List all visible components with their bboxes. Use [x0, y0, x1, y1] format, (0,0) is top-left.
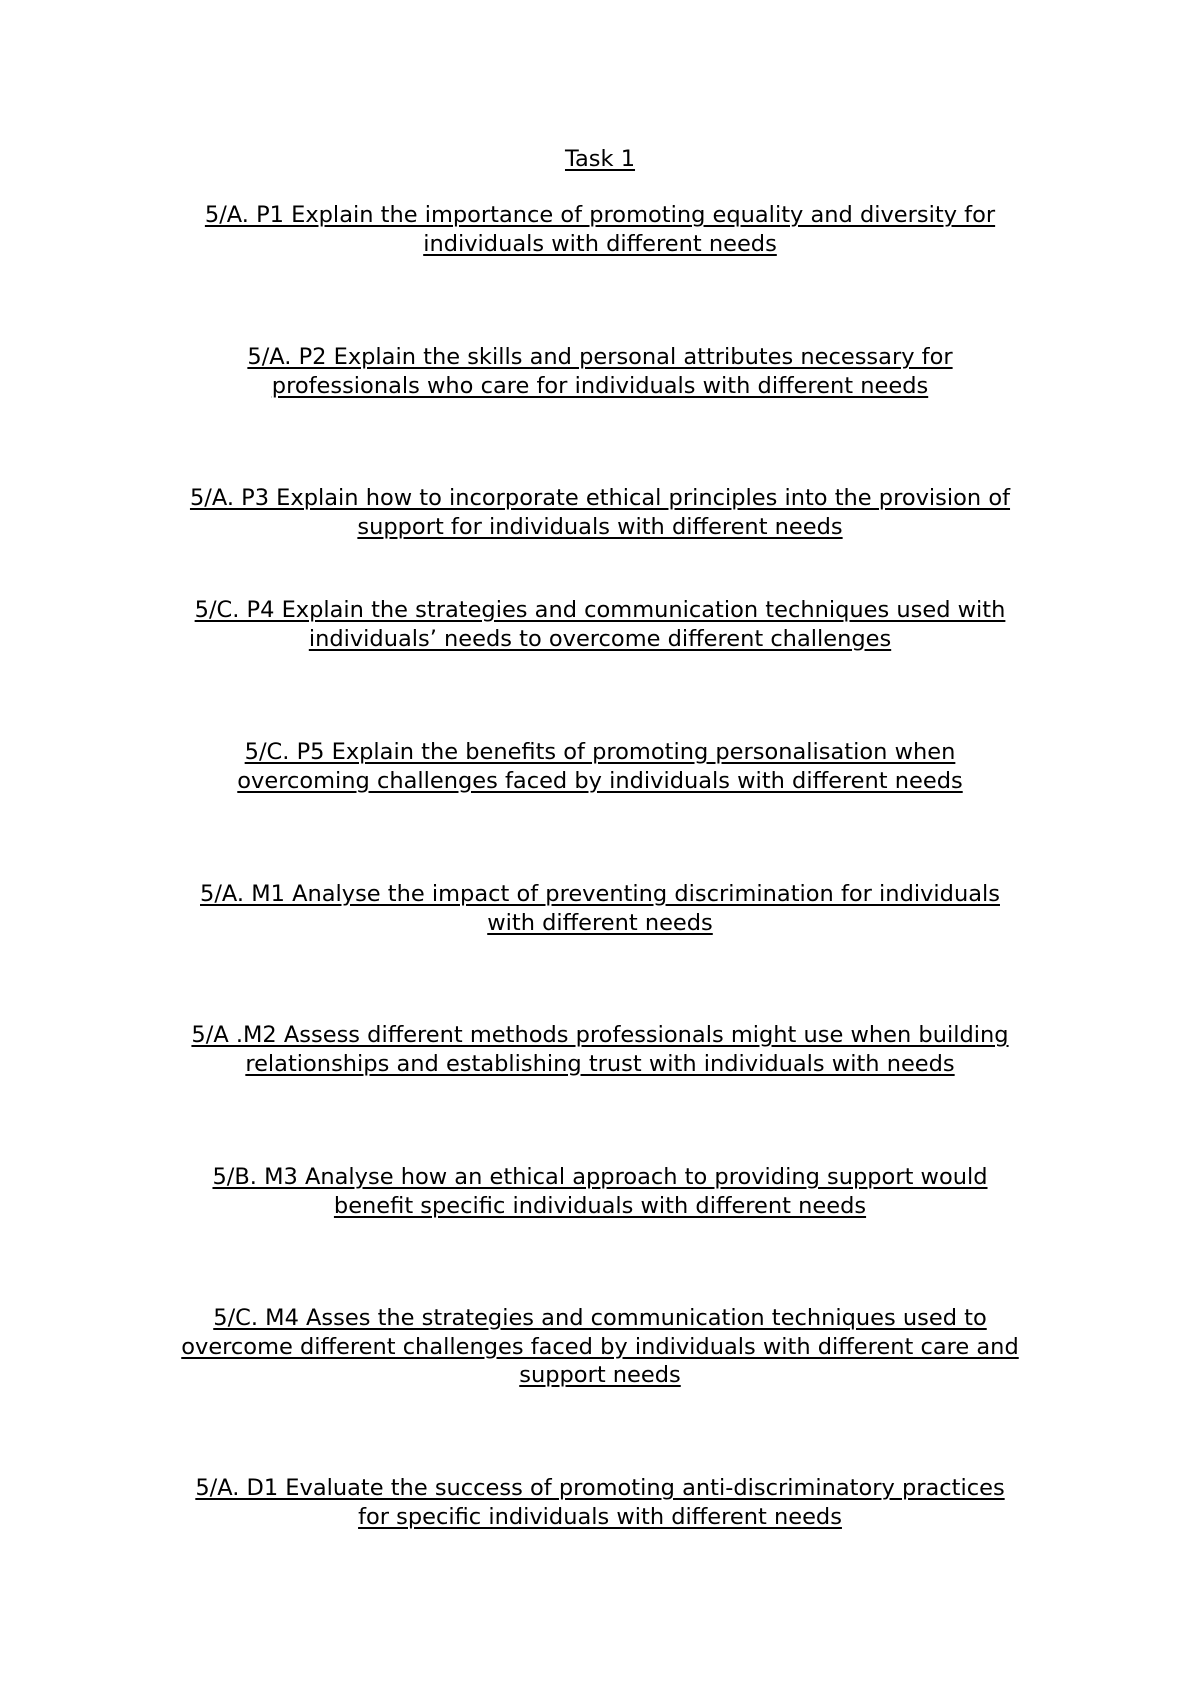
criterion-p3	[130, 484, 1070, 541]
criterion-line: 5/B. M3 Analyse how an ethical approach to providing support would	[212, 1164, 988, 1190]
criterion-p4	[130, 596, 1070, 653]
criterion-line: 5/A. P3 Explain how to incorporate ethical principles into the provision of	[189, 485, 1011, 511]
criterion-line: 5/A. D1 Evaluate the success of promoting anti-discriminatory practices	[195, 1475, 1005, 1501]
criterion-m1	[130, 880, 1070, 937]
criterion-line: overcome different challenges faced by individuals with different care and	[181, 1333, 1019, 1360]
criterion-line: support for individuals with different needs	[357, 513, 843, 540]
criterion-line: 5/A. M1 Analyse the impact of preventing discrimination for individuals	[200, 881, 1000, 907]
criterion-line: 5/A. P2 Explain the skills and personal attributes necessary for	[247, 344, 953, 370]
criterion-d1	[130, 1474, 1070, 1531]
criterion-m4	[130, 1304, 1070, 1390]
criterion-line: overcoming challenges faced by individuals with different needs	[237, 767, 963, 794]
criterion-line: professionals who care for individuals with different needs	[271, 372, 929, 399]
criterion-p5	[130, 738, 1070, 795]
criterion-line: support needs	[519, 1362, 681, 1388]
page-title	[130, 145, 1070, 174]
criterion-line: benefit specific individuals with different needs	[333, 1192, 867, 1219]
criterion-line: 5/A .M2 Assess different methods professionals might use when building	[191, 1022, 1009, 1048]
criterion-line: 5/A. P1 Explain the importance of promoting equality and diversity for	[204, 202, 996, 228]
criterion-line: with different needs	[487, 909, 713, 936]
criterion-line: for specific individuals with different needs	[358, 1503, 842, 1530]
criterion-p1	[130, 201, 1070, 258]
criterion-m3	[130, 1163, 1070, 1220]
criterion-m2	[130, 1021, 1070, 1078]
criterion-line: 5/C. P4 Explain the strategies and communication techniques used with	[194, 597, 1006, 623]
criterion-line: individuals with different needs	[423, 230, 777, 257]
criterion-line: individuals’ needs to overcome different challenges	[308, 625, 892, 652]
criterion-line: 5/C. P5 Explain the benefits of promoting personalisation when	[244, 739, 956, 765]
title-text: Task 1	[564, 146, 636, 172]
criterion-p2	[130, 343, 1070, 400]
criterion-line: 5/C. M4 Asses the strategies and communication techniques used to	[213, 1305, 987, 1331]
criterion-line: relationships and establishing trust with individuals with needs	[245, 1050, 955, 1077]
